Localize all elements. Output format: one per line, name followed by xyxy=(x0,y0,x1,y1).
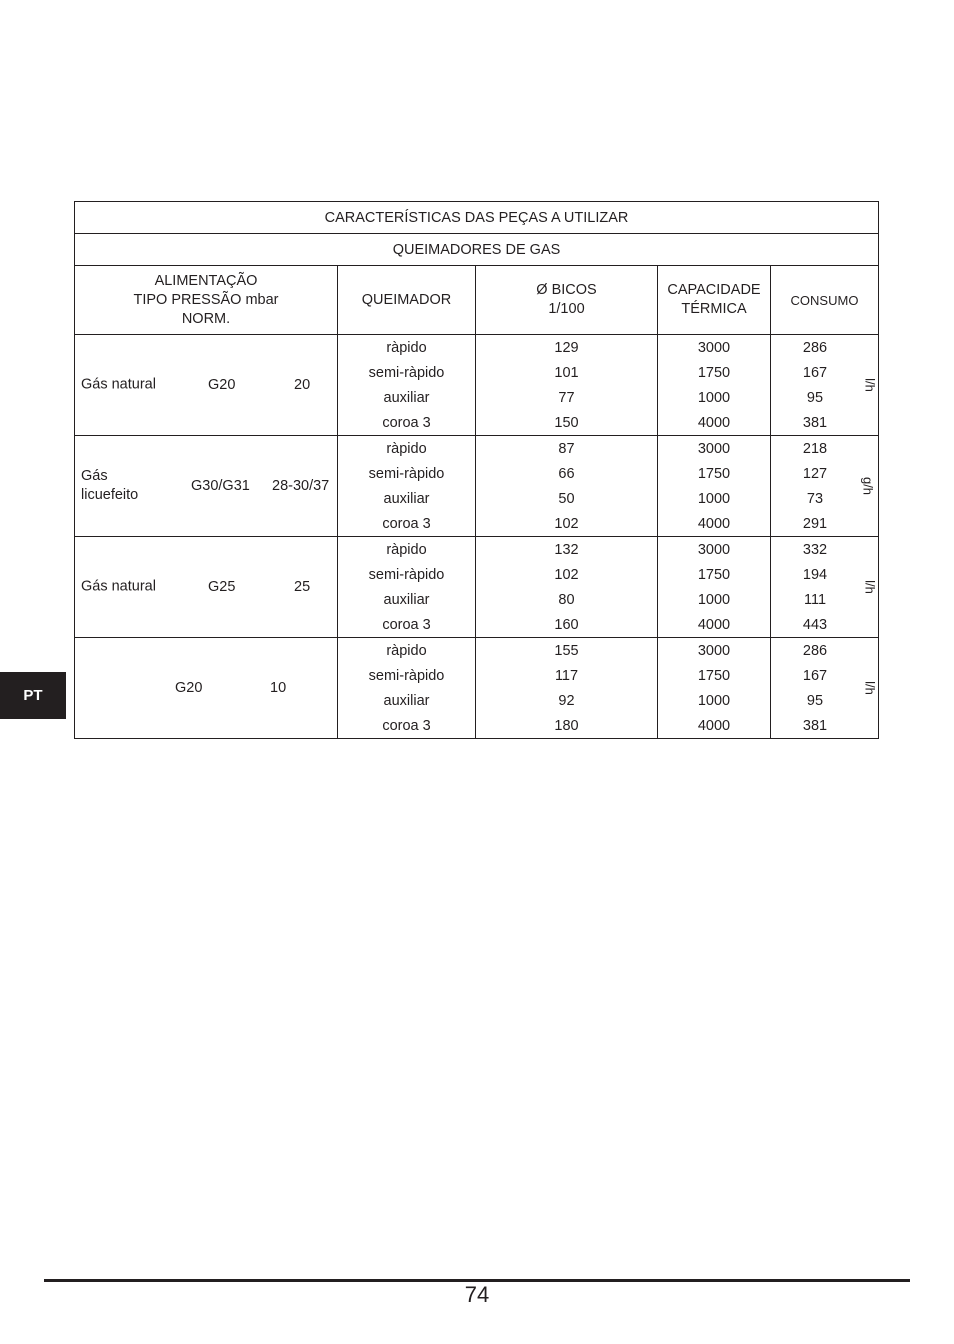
gas-name-line-1: Gás xyxy=(81,468,108,484)
burner-name: ràpido xyxy=(386,541,427,558)
nozzle-value: 150 xyxy=(554,414,579,431)
capacity-value: 3000 xyxy=(697,642,731,659)
nozzle-value: 77 xyxy=(558,389,575,406)
nozzle-value: 102 xyxy=(554,515,579,532)
burner-name: coroa 3 xyxy=(382,414,431,431)
nozzle-header xyxy=(476,266,658,335)
gas-group-row xyxy=(75,638,879,739)
nozzle-value: 50 xyxy=(558,490,575,507)
nozzle-value: 129 xyxy=(554,339,579,356)
gas-group-row xyxy=(75,537,879,638)
capacity-value: 4000 xyxy=(697,515,731,532)
capacity-value: 4000 xyxy=(697,616,731,633)
consumption-value: 291 xyxy=(802,515,828,532)
consumption-unit: l/h xyxy=(862,580,878,594)
consumption-value: 443 xyxy=(802,616,828,633)
burner-name: coroa 3 xyxy=(382,717,431,734)
gas-code: G25 xyxy=(208,579,236,595)
gas-pressure: 10 xyxy=(270,680,287,696)
capacity-value: 4000 xyxy=(697,414,731,431)
supply-cell xyxy=(75,436,338,537)
burner-cell xyxy=(338,335,476,436)
gas-parts-table xyxy=(74,201,879,739)
burner-name: ràpido xyxy=(386,440,427,457)
burner-name: auxiliar xyxy=(383,692,430,709)
gas-pressure: 28-30/37 xyxy=(272,478,330,494)
consumption-value: 286 xyxy=(802,642,828,659)
capacity-value: 1750 xyxy=(697,364,731,381)
gas-name xyxy=(81,578,156,597)
nozzle-header-line-2: 1/100 xyxy=(548,301,585,317)
supply-header-line-2: TIPO PRESSÃO mbar xyxy=(133,291,279,308)
burner-name: auxiliar xyxy=(383,490,430,507)
burner-name: ràpido xyxy=(386,642,427,659)
gas-code: G30/G31 xyxy=(191,478,250,494)
burner-cell xyxy=(338,537,476,638)
capacity-value: 3000 xyxy=(697,541,731,558)
consumption-value: 167 xyxy=(802,667,828,684)
capacity-value: 1750 xyxy=(697,566,731,583)
burner-name: auxiliar xyxy=(383,389,430,406)
burner-name: coroa 3 xyxy=(382,515,431,532)
burner-header: QUEIMADOR xyxy=(338,266,476,335)
capacity-header xyxy=(658,266,771,335)
consumption-unit: l/h xyxy=(862,681,878,695)
consumption-cell xyxy=(771,638,879,739)
burner-cell xyxy=(338,436,476,537)
nozzle-value: 117 xyxy=(554,667,579,684)
nozzle-value: 155 xyxy=(554,642,579,659)
nozzle-value: 180 xyxy=(554,717,579,734)
capacity-value: 1750 xyxy=(697,465,731,482)
capacity-cell xyxy=(658,638,771,739)
supply-cell xyxy=(75,335,338,436)
consumption-cell xyxy=(771,537,879,638)
nozzle-value: 160 xyxy=(554,616,579,633)
table-subtitle: QUEIMADORES DE GAS xyxy=(75,234,879,266)
burner-name: auxiliar xyxy=(383,591,430,608)
nozzle-cell xyxy=(476,436,658,537)
consumption-header: CONSUMO xyxy=(771,266,879,335)
consumption-unit: l/h xyxy=(862,378,878,392)
gas-pressure: 25 xyxy=(294,579,311,595)
gas-group-row xyxy=(75,436,879,537)
column-header-row xyxy=(75,266,879,335)
burner-name: semi-ràpido xyxy=(368,566,445,583)
capacity-value: 1000 xyxy=(697,389,731,406)
consumption-value: 95 xyxy=(806,692,824,709)
capacity-value: 4000 xyxy=(697,717,731,734)
gas-name-line-1: Gás natural xyxy=(81,578,156,595)
nozzle-value: 80 xyxy=(558,591,575,608)
consumption-value: 167 xyxy=(802,364,828,381)
burner-name: semi-ràpido xyxy=(368,465,445,482)
gas-name-line-1: Gás natural xyxy=(81,376,156,393)
page-number: 74 xyxy=(464,1282,490,1307)
burner-name: ràpido xyxy=(386,339,427,356)
consumption-cell xyxy=(771,335,879,436)
consumption-value: 127 xyxy=(802,465,828,482)
capacity-value: 3000 xyxy=(697,440,731,457)
gas-code: G20 xyxy=(208,377,236,393)
supply-cell xyxy=(75,537,338,638)
consumption-cell xyxy=(771,436,879,537)
capacity-cell xyxy=(658,537,771,638)
capacity-header-line-2: TÉRMICA xyxy=(681,301,747,317)
capacity-value: 1000 xyxy=(697,692,731,709)
consumption-value: 111 xyxy=(803,591,827,608)
consumption-value: 95 xyxy=(806,389,824,406)
supply-header-line-1: ALIMENTAÇÃO xyxy=(154,272,258,289)
supply-cell xyxy=(75,638,338,739)
consumption-value: 381 xyxy=(802,717,828,734)
nozzle-value: 132 xyxy=(554,541,579,558)
nozzle-cell xyxy=(476,537,658,638)
supply-header xyxy=(75,266,338,335)
capacity-value: 1000 xyxy=(697,591,731,608)
consumption-value: 381 xyxy=(802,414,828,431)
nozzle-value: 87 xyxy=(558,440,575,457)
nozzle-value: 101 xyxy=(554,364,579,381)
consumption-unit: g/h xyxy=(860,476,876,496)
consumption-value: 286 xyxy=(802,339,828,356)
gas-name xyxy=(81,376,156,395)
consumption-value: 194 xyxy=(802,566,828,583)
nozzle-cell xyxy=(476,335,658,436)
table-title: CARACTERÍSTICAS DAS PEÇAS A UTILIZAR xyxy=(75,202,879,234)
nozzle-header-line-1: Ø BICOS xyxy=(536,282,597,298)
capacity-value: 1000 xyxy=(697,490,731,507)
capacity-value: 1750 xyxy=(697,667,731,684)
burner-name: semi-ràpido xyxy=(368,667,445,684)
gas-code: G20 xyxy=(175,680,203,696)
burner-cell xyxy=(338,638,476,739)
nozzle-value: 102 xyxy=(554,566,579,583)
burner-name: semi-ràpido xyxy=(368,364,445,381)
capacity-header-line-1: CAPACIDADE xyxy=(667,282,761,298)
capacity-value: 3000 xyxy=(697,339,731,356)
consumption-value: 218 xyxy=(802,440,828,457)
gas-name-line-2: licuefeito xyxy=(81,487,139,503)
gas-name xyxy=(81,467,138,505)
capacity-cell xyxy=(658,335,771,436)
burner-name: coroa 3 xyxy=(382,616,431,633)
language-tab: PT xyxy=(0,672,66,719)
nozzle-cell xyxy=(476,638,658,739)
nozzle-value: 66 xyxy=(558,465,575,482)
nozzle-value: 92 xyxy=(558,692,575,709)
capacity-cell xyxy=(658,436,771,537)
gas-pressure: 20 xyxy=(294,377,311,393)
supply-header-line-3: NORM. xyxy=(181,310,231,327)
consumption-value: 73 xyxy=(806,490,824,507)
consumption-value: 332 xyxy=(802,541,828,558)
gas-group-row xyxy=(75,335,879,436)
